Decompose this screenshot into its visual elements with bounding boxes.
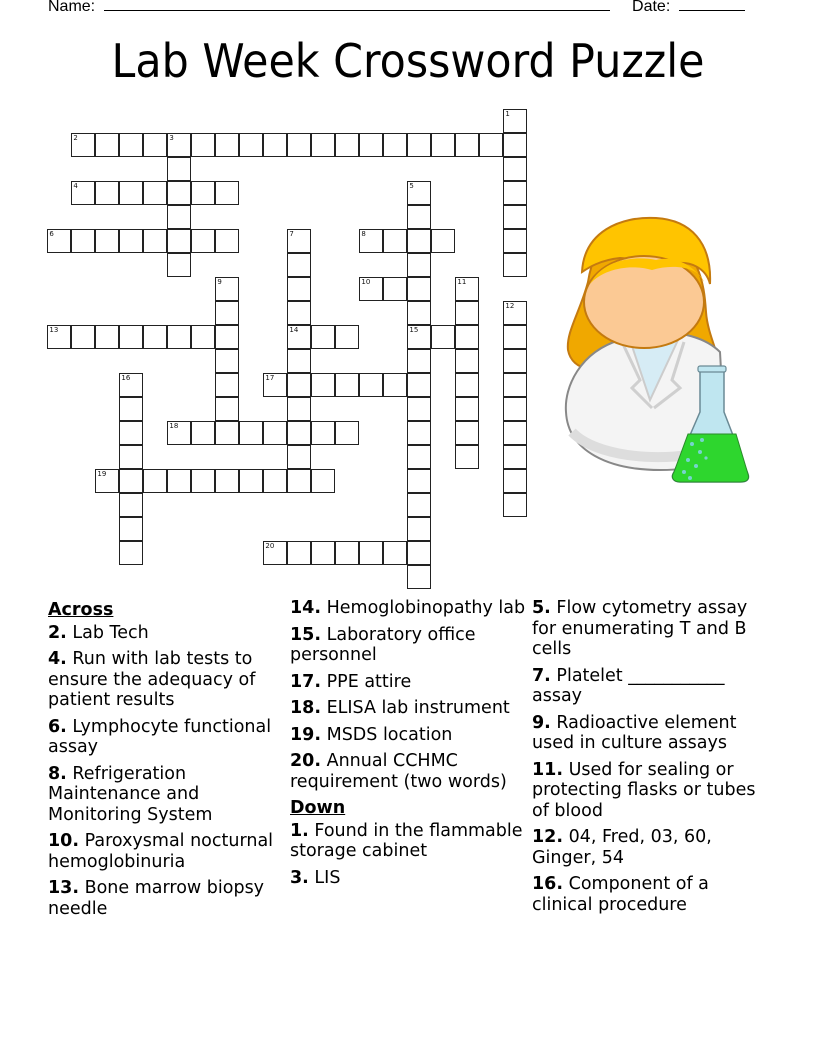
clue-text: Used for sealing or protecting flasks or tubes of blood [532,759,756,821]
grid-cell[interactable] [407,349,431,373]
grid-cell[interactable] [263,469,287,493]
grid-cell[interactable] [191,181,215,205]
clue-number: 4 [73,182,78,191]
grid-cell[interactable] [311,325,335,349]
grid-cell[interactable] [263,541,287,565]
grid-cell[interactable] [287,421,311,445]
grid-cell[interactable] [287,397,311,421]
clue-number: 18. [290,698,322,718]
clue-text: Refrigeration Maintenance and Monitoring System [48,763,213,825]
clue-item [48,764,278,826]
grid-cell[interactable] [359,373,383,397]
grid-cell[interactable] [287,445,311,469]
grid-cell[interactable] [503,325,527,349]
clue-text: Component of a clinical procedure [532,874,709,915]
clue-item [532,874,768,915]
clue-text: Platelet ___________ assay [532,665,725,706]
clue-number: 19 [97,470,107,479]
grid-cell[interactable] [455,325,479,349]
clue-number: 6 [49,230,54,239]
grid-cell[interactable] [383,229,407,253]
clue-number: 15. [290,624,322,645]
clue-item [290,672,526,693]
clue-text: Flow cytometry assay for enumerating T and B cells [532,598,748,659]
clue-number: 11 [457,278,467,287]
page-title: Lab Week Crossword Puzzle [111,34,705,88]
grid-cell[interactable] [239,421,263,445]
grid-cell[interactable] [383,133,407,157]
grid-cell[interactable] [71,181,95,205]
grid-cell[interactable] [167,469,191,493]
grid-cell[interactable] [191,469,215,493]
grid-cell[interactable] [503,349,527,373]
clue-item [48,623,278,644]
grid-cell[interactable] [167,421,191,445]
clue-text: ELISA lab instrument [326,698,510,718]
grid-cell[interactable] [455,301,479,325]
grid-cell[interactable] [479,133,503,157]
grid-cell[interactable] [503,253,527,277]
grid-cell[interactable] [119,469,143,493]
clue-item [290,598,526,619]
grid-cell[interactable] [359,133,383,157]
clue-text: Laboratory office personnel [290,624,476,665]
clue-number: 14. [290,598,322,618]
grid-cell[interactable] [215,277,239,301]
grid-cell[interactable] [119,421,143,445]
grid-cell[interactable] [407,301,431,325]
name-label: Name: [48,0,96,15]
grid-cell[interactable] [191,133,215,157]
down-heading: Down [290,798,346,818]
grid-cell[interactable] [191,325,215,349]
grid-cell[interactable] [407,325,431,349]
clue-number: 11. [532,759,564,780]
grid-cell[interactable] [431,229,455,253]
grid-cell[interactable] [119,373,143,397]
clue-number: 1 [505,110,510,119]
grid-cell[interactable] [215,373,239,397]
grid-cell[interactable] [503,109,527,133]
clue-text: MSDS location [326,724,453,745]
clue-number: 1. [290,820,309,841]
clue-text: Hemoglobinopathy lab [326,598,526,618]
grid-cell[interactable] [215,325,239,349]
clue-number: 20 [265,542,275,551]
grid-cell[interactable] [335,541,359,565]
clue-item [290,725,526,746]
grid-cell[interactable] [71,133,95,157]
grid-cell[interactable] [407,541,431,565]
clue-number: 8 [361,230,366,239]
clue-number: 16. [532,874,564,894]
grid-cell[interactable] [287,325,311,349]
clue-number: 2. [48,622,67,643]
grid-cell[interactable] [287,349,311,373]
clue-number: 17. [290,671,322,692]
clue-text: Radioactive element used in culture assays [532,712,737,753]
grid-cell[interactable] [95,229,119,253]
grid-cell[interactable] [119,397,143,421]
clues-column-3 [532,598,768,921]
grid-cell[interactable] [431,325,455,349]
clue-number: 13. [48,878,80,898]
grid-cell[interactable] [311,469,335,493]
grid-cell[interactable] [335,133,359,157]
clue-text: Run with lab tests to ensure the adequacy of patient results [48,649,256,710]
grid-cell[interactable] [287,253,311,277]
grid-cell[interactable] [239,133,263,157]
clue-item [48,649,278,711]
grid-cell[interactable] [407,445,431,469]
grid-cell[interactable] [311,541,335,565]
clue-item [290,698,526,719]
grid-cell[interactable] [455,445,479,469]
grid-cell[interactable] [503,397,527,421]
grid-cell[interactable] [47,229,71,253]
grid-cell[interactable] [215,469,239,493]
grid-cell[interactable] [215,349,239,373]
grid-cell[interactable] [119,493,143,517]
grid-cell[interactable] [407,565,431,589]
clue-text: LIS [314,867,341,888]
grid-cell[interactable] [407,469,431,493]
grid-cell[interactable] [311,421,335,445]
grid-cell[interactable] [359,277,383,301]
grid-cell[interactable] [143,325,167,349]
grid-cell[interactable] [287,277,311,301]
clue-number: 12. [532,827,564,847]
grid-cell[interactable] [407,517,431,541]
grid-cell[interactable] [455,421,479,445]
grid-cell[interactable] [287,133,311,157]
grid-cell[interactable] [287,469,311,493]
grid-cell[interactable] [431,133,455,157]
grid-cell[interactable] [455,349,479,373]
grid-cell[interactable] [455,133,479,157]
grid-cell[interactable] [503,229,527,253]
clue-text: Found in the flammable storage cabinet [290,820,523,861]
grid-cell[interactable] [407,205,431,229]
clue-number: 9. [532,712,551,733]
grid-cell[interactable] [503,181,527,205]
grid-cell[interactable] [503,157,527,181]
clue-number: 18 [169,422,179,431]
grid-cell[interactable] [287,229,311,253]
grid-cell[interactable] [503,493,527,517]
grid-cell[interactable] [143,133,167,157]
clue-number: 3. [290,867,309,888]
grid-cell[interactable] [143,469,167,493]
grid-cell[interactable] [455,277,479,301]
grid-cell[interactable] [383,277,407,301]
clue-number: 19. [290,724,322,745]
clue-item [48,717,278,758]
date-label: Date: [632,0,671,15]
grid-cell[interactable] [407,493,431,517]
grid-cell[interactable] [503,445,527,469]
clue-item [290,821,526,862]
grid-cell[interactable] [95,469,119,493]
grid-cell[interactable] [407,253,431,277]
grid-cell[interactable] [503,205,527,229]
clue-item [532,760,768,822]
clue-item [48,878,278,919]
clue-text: 04, Fred, 03, 60, Ginger, 54 [532,827,712,868]
grid-cell[interactable] [119,445,143,469]
scientist-with-flask-icon [560,212,760,484]
grid-cell[interactable] [383,373,407,397]
clue-number: 5. [532,598,551,618]
across-heading: Across [48,600,114,620]
clue-text: Bone marrow biopsy needle [48,878,265,919]
grid-cell[interactable] [455,397,479,421]
grid-cell[interactable] [503,301,527,325]
clue-item [290,625,526,666]
clue-number: 7 [289,230,294,239]
clue-number: 12 [505,302,515,311]
grid-cell[interactable] [167,325,191,349]
grid-cell[interactable] [407,229,431,253]
clue-number: 20. [290,751,322,771]
grid-cell[interactable] [407,133,431,157]
grid-cell[interactable] [119,325,143,349]
grid-cell[interactable] [167,229,191,253]
clue-number: 2 [73,134,78,143]
grid-cell[interactable] [119,517,143,541]
grid-cell[interactable] [503,133,527,157]
clue-text: Lymphocyte functional assay [48,716,272,757]
grid-cell[interactable] [167,181,191,205]
clue-number: 5 [409,182,414,191]
grid-cell[interactable] [215,133,239,157]
grid-cell[interactable] [407,277,431,301]
clue-item [290,868,526,889]
grid-cell[interactable] [167,205,191,229]
grid-cell[interactable] [167,133,191,157]
clue-text: PPE attire [326,671,412,692]
grid-cell[interactable] [455,373,479,397]
grid-cell[interactable] [71,325,95,349]
clues-column-2 [290,598,526,894]
grid-cell[interactable] [215,421,239,445]
grid-cell[interactable] [95,133,119,157]
grid-cell[interactable] [239,469,263,493]
grid-cell[interactable] [287,373,311,397]
grid-cell[interactable] [311,133,335,157]
clue-item [48,831,278,872]
grid-cell[interactable] [119,181,143,205]
clue-text: Paroxysmal nocturnal hemoglobinuria [48,831,274,872]
clues-column-1 [48,598,278,925]
clue-number: 4. [48,649,67,669]
grid-cell[interactable] [119,541,143,565]
clue-item [532,598,768,660]
grid-cell[interactable] [335,421,359,445]
grid-cell[interactable] [359,229,383,253]
clue-number: 10 [361,278,371,287]
clue-number: 9 [217,278,222,287]
clue-number: 7. [532,665,551,686]
grid-cell[interactable] [287,301,311,325]
grid-cell[interactable] [263,133,287,157]
clue-number: 15 [409,326,419,335]
clue-number: 10. [48,831,80,851]
grid-cell[interactable] [143,181,167,205]
clue-item [532,827,768,868]
clue-item [532,713,768,754]
clue-number: 6. [48,716,67,737]
grid-cell[interactable] [407,181,431,205]
clue-text: Annual CCHMC requirement (two words) [290,751,507,792]
grid-cell[interactable] [167,157,191,181]
grid-cell[interactable] [119,229,143,253]
grid-cell[interactable] [335,373,359,397]
clue-number: 8. [48,763,67,784]
grid-cell[interactable] [503,373,527,397]
grid-cell[interactable] [503,469,527,493]
clue-number: 16 [121,374,131,383]
clue-item [532,666,768,707]
clue-text: Lab Tech [72,622,149,643]
grid-cell[interactable] [359,541,383,565]
grid-cell[interactable] [95,325,119,349]
grid-cell[interactable] [287,541,311,565]
clue-number: 13 [49,326,59,335]
grid-cell[interactable] [215,229,239,253]
grid-cell[interactable] [119,133,143,157]
clue-item [290,751,526,792]
grid-cell[interactable] [95,181,119,205]
clue-number: 3 [169,134,174,143]
grid-cell[interactable] [143,229,167,253]
grid-cell[interactable] [407,421,431,445]
grid-cell[interactable] [383,541,407,565]
grid-cell[interactable] [215,301,239,325]
grid-cell[interactable] [263,421,287,445]
grid-cell[interactable] [167,253,191,277]
grid-cell[interactable] [215,181,239,205]
grid-cell[interactable] [71,229,95,253]
grid-cell[interactable] [263,373,287,397]
grid-cell[interactable] [503,421,527,445]
grid-cell[interactable] [407,397,431,421]
clue-number: 17 [265,374,275,383]
grid-cell[interactable] [335,325,359,349]
grid-cell[interactable] [47,325,71,349]
grid-cell[interactable] [407,373,431,397]
grid-cell[interactable] [191,421,215,445]
grid-cell[interactable] [191,229,215,253]
clue-number: 14 [289,326,299,335]
grid-cell[interactable] [311,373,335,397]
grid-cell[interactable] [215,397,239,421]
